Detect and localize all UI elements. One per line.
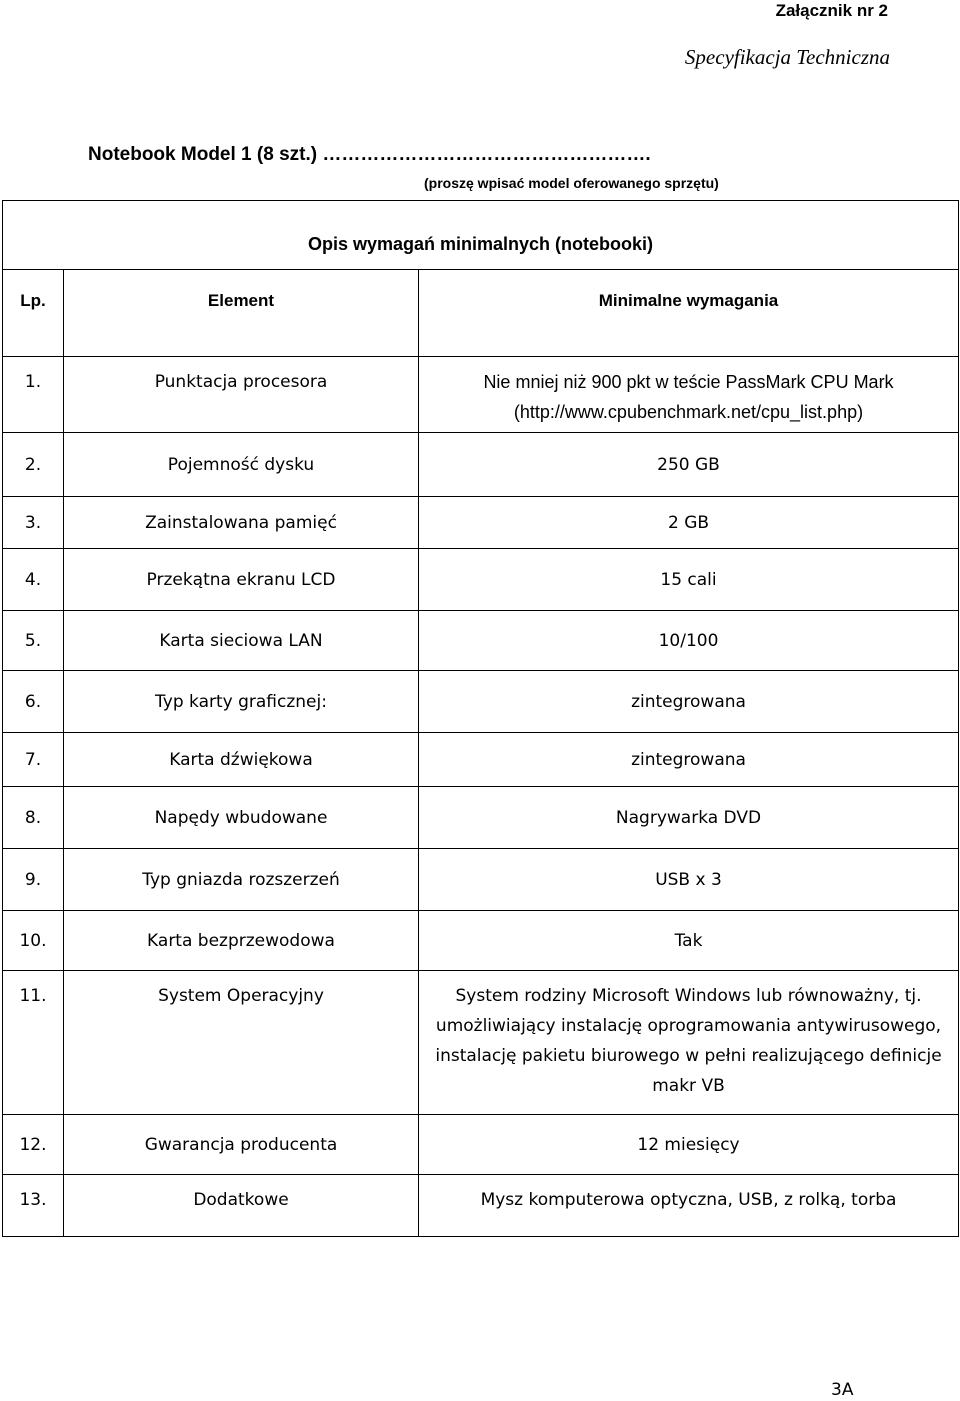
- table-caption: Opis wymagań minimalnych (notebooki): [3, 201, 959, 270]
- column-header-lp: Lp.: [3, 270, 64, 357]
- row-requirement: 12 miesięcy: [419, 1115, 959, 1175]
- table-header-row: [3, 270, 959, 357]
- table-row: [3, 671, 959, 733]
- row-number: 10.: [3, 911, 64, 971]
- row-number: 8.: [3, 787, 64, 849]
- row-number: 9.: [3, 849, 64, 911]
- notebook-model-line: Notebook Model 1 (8 szt.) …………………………………………….: [88, 144, 651, 165]
- table-row: [3, 849, 959, 911]
- row-number: 3.: [3, 497, 64, 549]
- row-requirement: System rodziny Microsoft Windows lub równoważny, tj. umożliwiający instalację oprogramowania antywirusowego, instalację pakietu biurowego w pełni realizującego definicje makr VB: [419, 971, 959, 1115]
- row-number: 1.: [3, 357, 64, 433]
- table-caption-row: [3, 201, 959, 270]
- table-row: [3, 911, 959, 971]
- table-row: [3, 971, 959, 1115]
- requirement-link-text: (http://www.cpubenchmark.net/cpu_list.php): [513, 402, 864, 422]
- row-number: 12.: [3, 1115, 64, 1175]
- row-element: Pojemność dysku: [64, 433, 419, 497]
- row-number: 2.: [3, 433, 64, 497]
- table-row: [3, 733, 959, 787]
- table-row: [3, 611, 959, 671]
- row-number: 7.: [3, 733, 64, 787]
- document-title: Specyfikacja Techniczna: [684, 45, 890, 69]
- row-element: Punktacja procesora: [64, 357, 419, 433]
- table-row: [3, 787, 959, 849]
- row-requirement: Tak: [419, 911, 959, 971]
- row-requirement: zintegrowana: [419, 671, 959, 733]
- row-element: Gwarancja producenta: [64, 1115, 419, 1175]
- row-element: Przekątna ekranu LCD: [64, 549, 419, 611]
- attachment-label: Załącznik nr 2: [775, 1, 888, 20]
- row-requirement: 250 GB: [419, 433, 959, 497]
- row-element: System Operacyjny: [64, 971, 419, 1115]
- row-number: 6.: [3, 671, 64, 733]
- row-requirement: 15 cali: [419, 549, 959, 611]
- column-header-requirements: Minimalne wymagania: [419, 270, 959, 357]
- row-element: Zainstalowana pamięć: [64, 497, 419, 549]
- row-requirement: 2 GB: [419, 497, 959, 549]
- row-requirement: Nagrywarka DVD: [419, 787, 959, 849]
- row-element: Typ gniazda rozszerzeń: [64, 849, 419, 911]
- table-row: [3, 433, 959, 497]
- row-element: Karta bezprzewodowa: [64, 911, 419, 971]
- model-hint: (proszę wpisać model oferowanego sprzętu): [424, 175, 719, 191]
- row-number: 5.: [3, 611, 64, 671]
- column-header-element: Element: [64, 270, 419, 357]
- table-row: [3, 497, 959, 549]
- table-row: [3, 1115, 959, 1175]
- requirements-table: [2, 200, 959, 1237]
- row-requirement: 10/100: [419, 611, 959, 671]
- row-element: Dodatkowe: [64, 1175, 419, 1237]
- row-number: 13.: [3, 1175, 64, 1237]
- requirement-line: Nie mniej niż 900 pkt w teście PassMark CPU Mark: [483, 372, 894, 392]
- row-element: Napędy wbudowane: [64, 787, 419, 849]
- table-row: [3, 1175, 959, 1237]
- row-requirement: Mysz komputerowa optyczna, USB, z rolką, torba: [419, 1175, 959, 1237]
- row-element: Karta dźwiękowa: [64, 733, 419, 787]
- row-requirement: zintegrowana: [419, 733, 959, 787]
- row-number: 11.: [3, 971, 64, 1115]
- row-requirement: USB x 3: [419, 849, 959, 911]
- table-row: [3, 357, 959, 433]
- table-row: [3, 549, 959, 611]
- page-number: 3A: [831, 1380, 854, 1400]
- row-number: 4.: [3, 549, 64, 611]
- row-requirement: [419, 357, 959, 433]
- row-element: Typ karty graficznej:: [64, 671, 419, 733]
- row-element: Karta sieciowa LAN: [64, 611, 419, 671]
